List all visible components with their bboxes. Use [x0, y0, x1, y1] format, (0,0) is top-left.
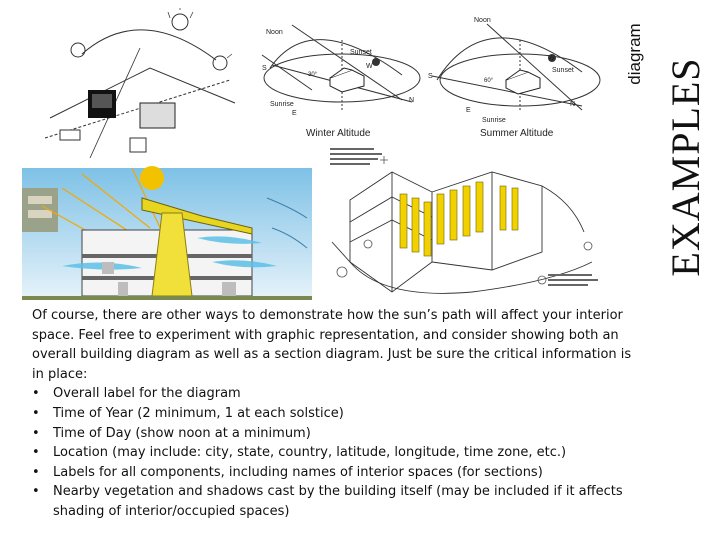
summer-sunset-label: Sunset — [552, 67, 574, 74]
bullet-icon: • — [32, 386, 40, 402]
list-item-text: Overall label for the diagram — [53, 386, 241, 402]
winter-summer-altitude-diagram — [252, 10, 610, 145]
requirements-list — [32, 384, 632, 521]
list-item-text: Time of Year (2 minimum, 1 at each solstice) — [53, 405, 344, 421]
winter-sunrise-label: Sunrise — [270, 101, 294, 108]
winter-noon-label: Noon — [266, 29, 283, 36]
winter-s-label: S — [262, 65, 267, 72]
summer-noon-label: Noon — [474, 17, 491, 24]
winter-angle-label: 30° — [308, 72, 318, 78]
sun-path-sketch — [30, 8, 245, 158]
list-item — [32, 404, 632, 424]
summer-angle-label: 60° — [484, 78, 494, 84]
bullet-icon: • — [32, 445, 40, 461]
winter-w-label: W — [366, 63, 373, 70]
building-section-diagram — [22, 158, 312, 306]
bullet-icon: • — [32, 464, 40, 480]
slide-title: EXAMPLES — [663, 57, 708, 277]
list-item — [32, 443, 632, 463]
summer-e-label: E — [466, 107, 471, 114]
summer-w-label: W — [548, 55, 555, 62]
list-item-text: Location (may include: city, state, country, latitude, longitude, time zone, etc.) — [53, 445, 567, 461]
isometric-building-sketch — [322, 142, 610, 302]
summer-s-label: S — [428, 73, 433, 80]
list-item — [32, 482, 632, 521]
instructions-text — [32, 306, 632, 522]
summer-sunrise-label: Sunrise — [482, 117, 506, 124]
list-item-text: Labels for all components, including names of interior spaces (for sections) — [53, 464, 543, 480]
bullet-icon: • — [32, 405, 40, 421]
winter-altitude-caption: Winter Altitude — [306, 128, 371, 139]
winter-n-label: N — [409, 97, 415, 104]
summer-altitude-caption: Summer Altitude — [480, 128, 554, 139]
list-item-text: Nearby vegetation and shadows cast by the building itself (may be included if it affects shading of interior/occupied spaces) — [53, 484, 623, 519]
intro-paragraph: Of course, there are other ways to demonstrate how the sun’s path will affect your interior space. Feel free to experiment with graphic representation, and consider showing both an overall building diagram as well as a section diagram. Just be sure the critical information is in place: — [32, 308, 632, 382]
winter-e-label: E — [292, 110, 297, 117]
bullet-icon: • — [32, 484, 40, 500]
slide-subtitle: diagram — [625, 23, 644, 85]
list-item — [32, 384, 632, 404]
list-item-text: Time of Day (show noon at a minimum) — [53, 425, 311, 441]
summer-n-label: N — [570, 101, 576, 108]
winter-sunset-label: Sunset — [350, 49, 372, 56]
list-item — [32, 424, 632, 444]
bullet-icon: • — [32, 425, 40, 441]
list-item — [32, 463, 632, 483]
